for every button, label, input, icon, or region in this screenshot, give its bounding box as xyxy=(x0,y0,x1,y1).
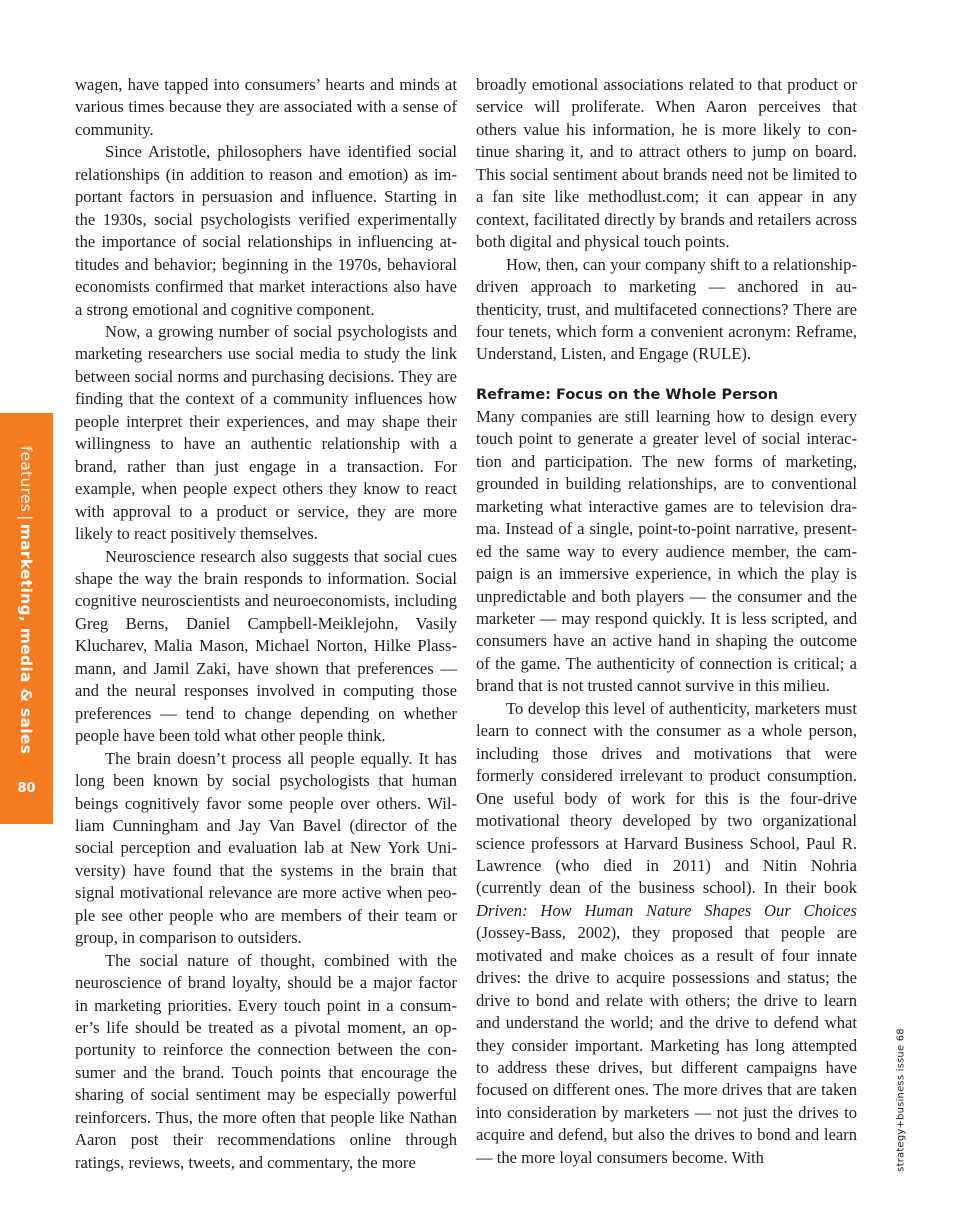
right-column xyxy=(476,74,857,1169)
paragraph xyxy=(476,698,857,1170)
left-column xyxy=(75,74,457,1174)
paragraph: The brain doesn’t process all people equally. It has long been known by social psychologists that human beings cognitively favor some people over others. William Cunningham and Jay Van Bavel (director of the social perception and evaluation lab at New York University) have found that the systems in the brain that signal motivational relevance are more active when people see other people who are members of their team or group, in comparison to outsiders. xyxy=(75,748,457,948)
section-label-bold: marketing, media & sales xyxy=(17,523,35,755)
paragraph: Now, a growing number of social psychologists and marketing researchers use social media to study the link between social norms and purchasing decisions. They are finding that the context of a community influences how people interpret their experiences, and may shape their willingness to have an authentic relationship with a brand, rather than just engage in a transaction. For example, when people expect others they know to react with approval to a product or service, they are more likely to react positively themselves. xyxy=(75,321,457,544)
paragraph: Since Aristotle, philosophers have identified social relationships (in addition to reason and emotion) as important factors in persuasion and influence. Starting in the 1930s, social psychologists verified experimentally the importance of social relationships in influencing attitudes and behavior; beginning in the 1970s, behavioral economists confirmed that market interactions also have a strong emotional and cognitive component. xyxy=(75,142,457,319)
paragraph-text: (Jossey-Bass, 2002), they proposed that people are motivated and make choices as a result of four innate drives: the drive to acquire possessions and status; the drive to bond and relate with others; the drive to learn and understand the world; and the drive to defend what they consider important. Marketing has long attempted to address these drives, but different campaigns have focused on different ones. The more drives that are taken into consideration by marketers — not just the drives to acquire and defend, but also the drives to bond and learn — the more loyal consumers become. With xyxy=(476,923,857,1167)
page-number: 80 xyxy=(17,781,36,796)
section-label xyxy=(17,446,35,755)
paragraph: Many companies are still learning how to design every touch point to generate a greater level of social interaction and participation. The new forms of marketing, grounded in building relationships, are to conventional marketing what interactive games are to television drama. Instead of a single, point-to-point narrative, presented the same way to every audience member, the campaign is an immersive experience, in which the play is unpredictable and both players — the consumer and the marketer — may respond quickly. It is less scripted, and consumers have an active hand in shaping the outcome of the game. The authenticity of connection is critical; a brand that is not trusted cannot survive in this milieu. xyxy=(476,406,857,696)
paragraph-text: To develop this level of authenticity, marketers must learn to connect with the consumer as a whole person, including those drives and motivations that were formerly considered irrelevant to product consumption. One useful body of work for this is the four-drive motivational theory developed by two organizational science professors at Harvard Business School, Paul R. Lawrence (who died in 2011) and Nitin Nohria (currently dean of the business school). In their book xyxy=(476,698,857,898)
paragraph: Neuroscience research also suggests that social cues shape the way the brain responds to information. Social cognitive neuroscientists and neuroeconomists, including Greg Berns, Daniel Campbell-Meiklejohn, Vasily Klucharev, Malia Mason, Michael Norton, Hilke Plassmann, and Jamil Zaki, have shown that preferences — and the neural responses involved in computing those preferences — tend to change depending on whether people have been told what other people think. xyxy=(75,546,457,746)
issue-label: strategy+business issue 68 xyxy=(895,1028,907,1172)
section-heading: Reframe: Focus on the Whole Person xyxy=(476,386,779,403)
paragraph: How, then, can your company shift to a relationship-driven approach to marketing — anchored in authenticity, trust, and multifaceted connections? There are four tenets, which form a convenient acronym: Reframe, Understand, Listen, and Engage (RULE). xyxy=(476,254,857,364)
book-title: Driven: How Human Nature Shapes Our Choices xyxy=(476,900,857,920)
paragraph: wagen, have tapped into consumers’ hearts and minds at various times because they are associated with a sense of community. xyxy=(75,75,457,139)
section-label-separator: | xyxy=(17,515,35,521)
section-label-light: features xyxy=(17,445,35,513)
paragraph: broadly emotional associations related to that product or service will proliferate. When Aaron perceives that others value his information, he is more likely to continue sharing it, and to attract others to jump on board. This social sentiment about brands need not be limited to a fan site like methodlust.com; it can appear in any context, facilitated directly by brands and retailers across both digital and physical touch points. xyxy=(476,75,857,252)
paragraph: The social nature of thought, combined with the neuroscience of brand loyalty, should be a major factor in marketing priorities. Every touch point in a consumer’s life should be treated as a pivotal moment, an opportunity to reinforce the connection between the consumer and the brand. Touch points that encourage the sharing of social sentiment may be especially powerful reinforcers. Thus, the more often that people like Nathan Aaron post their recommendations online through ratings, reviews, tweets, and commentary, the more xyxy=(75,950,457,1172)
